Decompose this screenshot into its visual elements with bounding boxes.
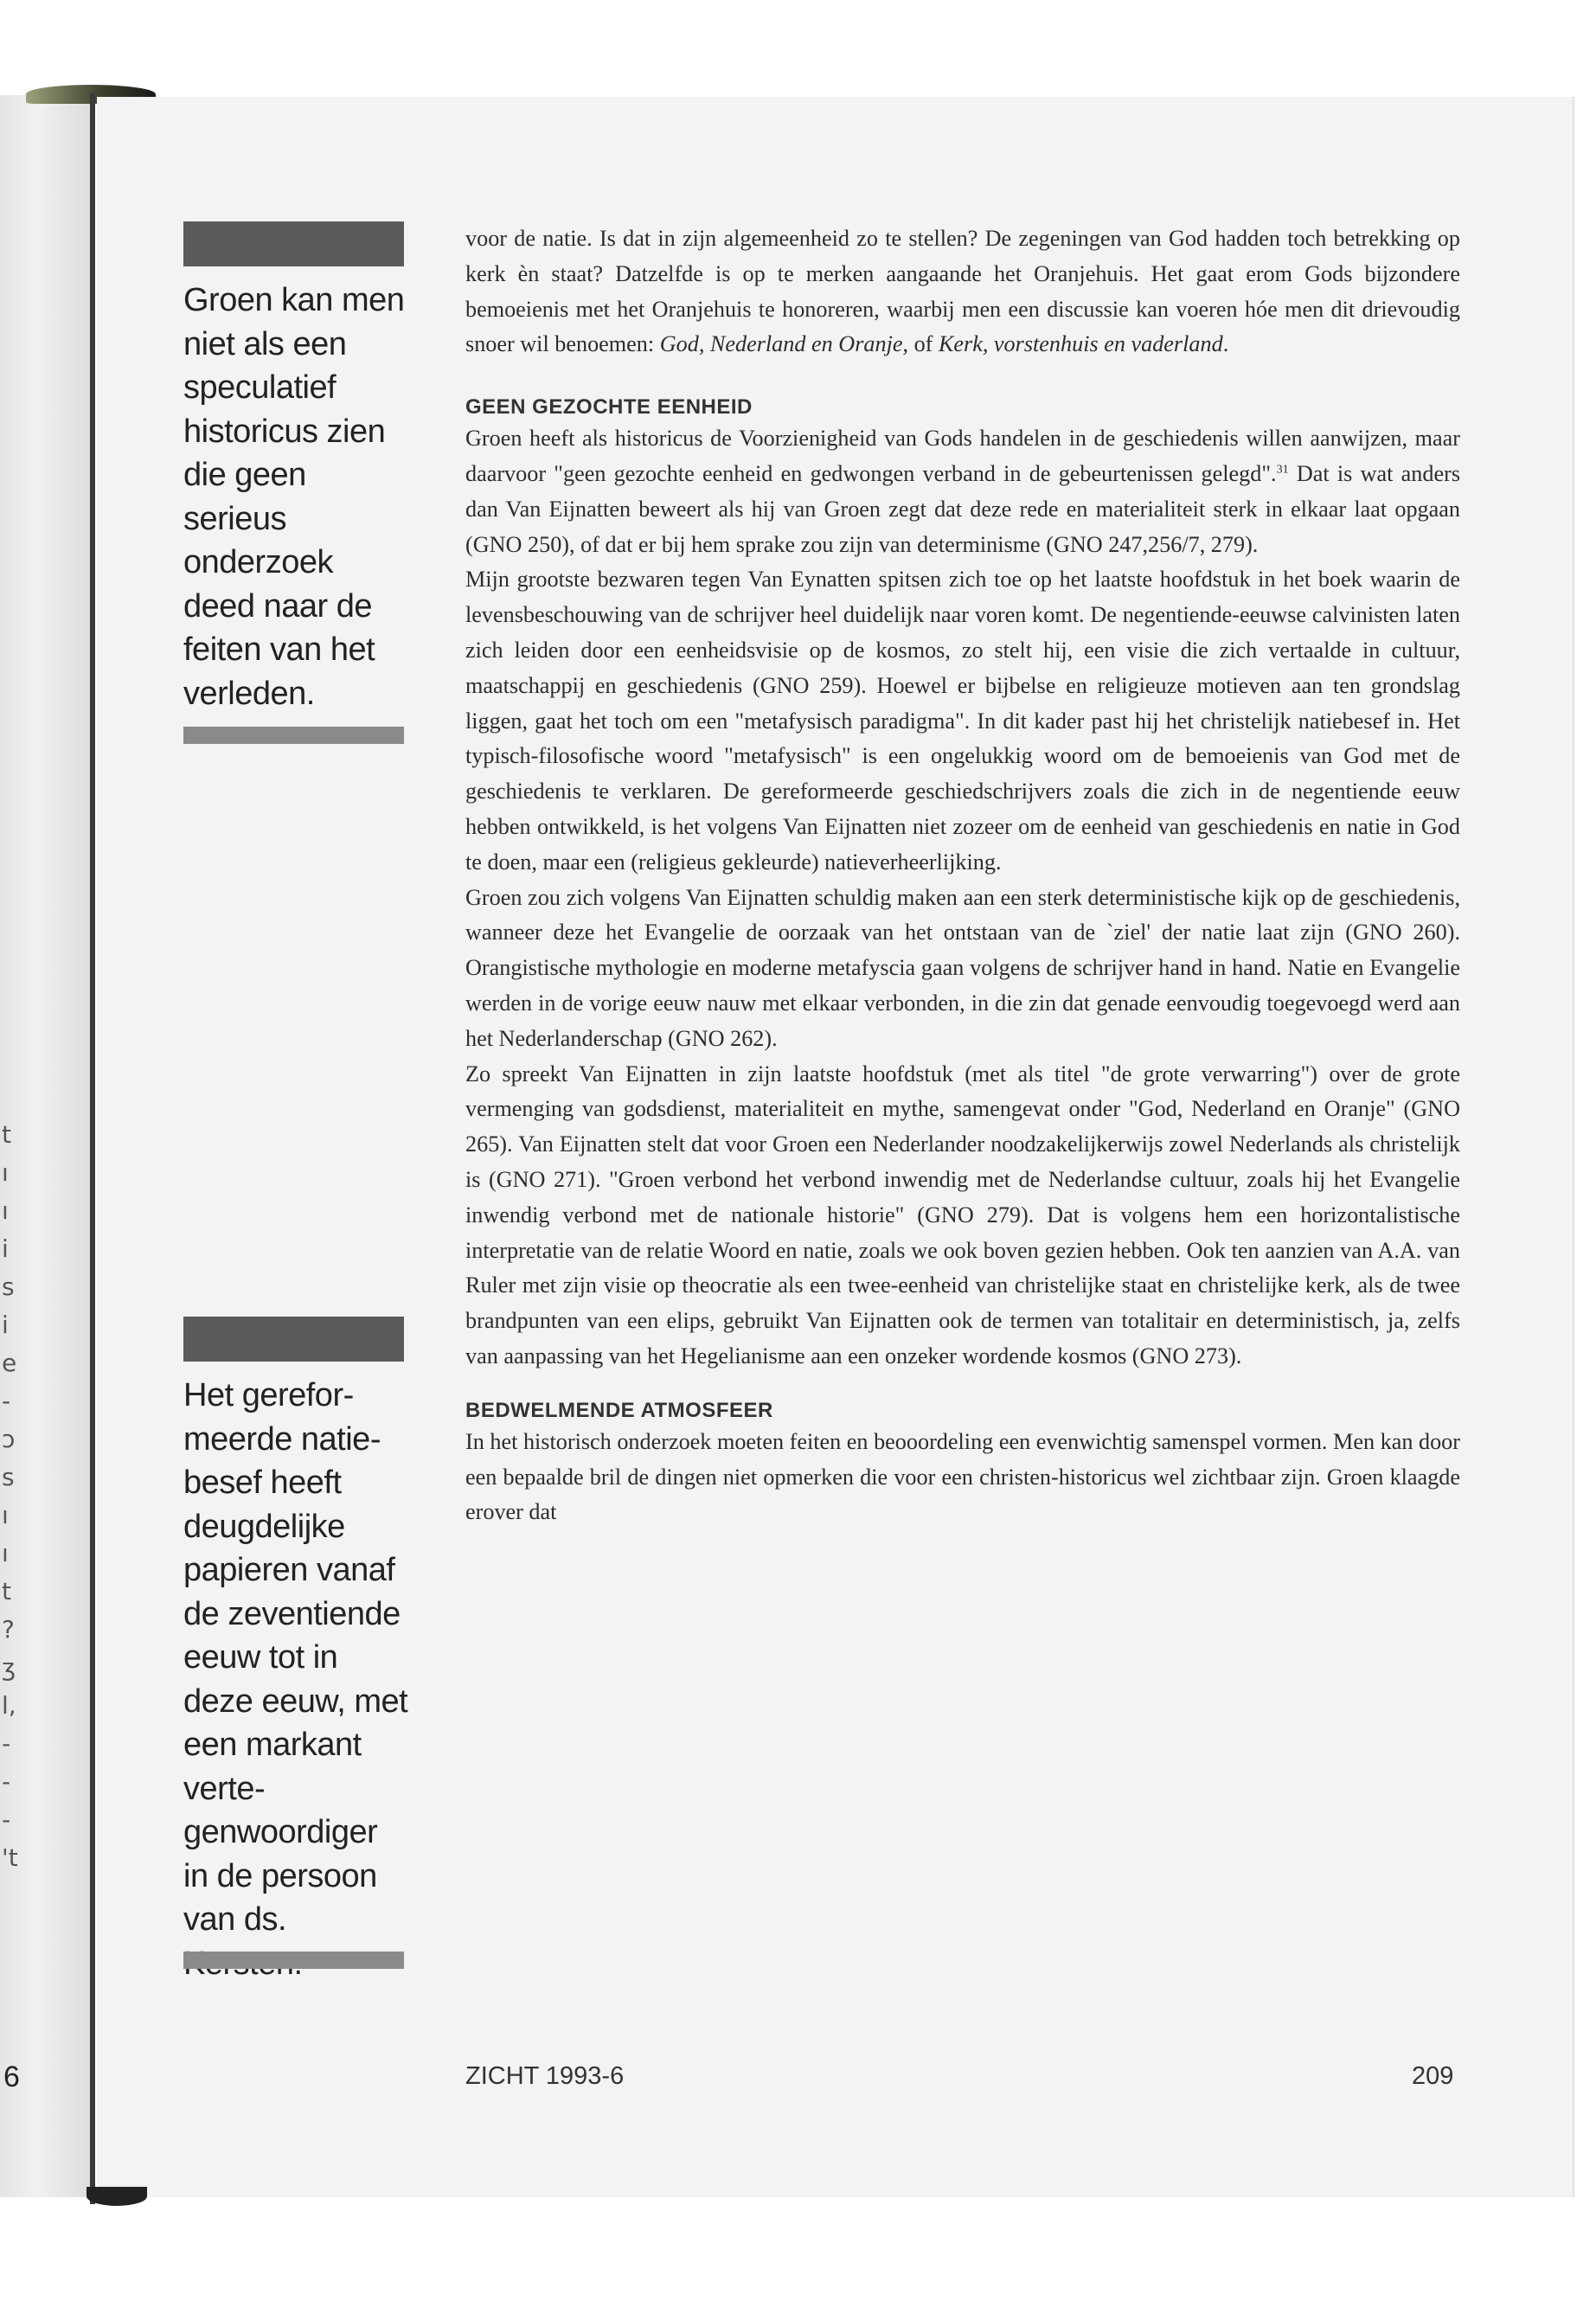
paragraph-2: Mijn grootste bezwaren tegen Van Eynatten spitsen zich toe op het laatste hoofdstuk in het boek waarin de levensbeschouwing van de schrijver heel duidelijk naar voren komt. De negentiende-eeuwse calvinisten laten zich leiden door een eenheidsvisie op de kosmos, zo stelt hij, een visie die zich vertaalde in cultuur, maatschappij en geschiedenis (GNO 259). Hoewel er bijbelse en religieuze motieven aan ten grondslag liggen, gaat het toch om een "metafysisch paradigma". In dit kader past hij het christelijk natiebesef in. Het typisch-filosofische woord "metafysisch" is een ongelukkig woord om de bemoeienis van God met de geschiedenis te verklaren. De gereformeerde geschiedschrijvers zoals die zich in de negentiende eeuw hebben ontwikkeld, is het volgens Van Eijnatten niet zozeer om de eenheid van geschiedenis en natie in God te doen, maar een (religieus gekleurde) natieverheerlijking.	[465, 567, 1460, 875]
article-column	[465, 221, 1460, 1530]
edge-glyph: -	[2, 1729, 11, 1758]
text-run: voor de natie. Is dat in zijn algemeenheid zo te stellen? De zegeningen van God hadden toch betrekking op kerk èn staat? Datzelfde is op te merken aangaande het Oranjehuis. Het gaat erom Gods bijzondere bemoeienis met het Oranjehuis te honoreren, waarbij men een discussie kan voeren hóe men dit drievoudig snoer wil benoemen:	[465, 226, 1460, 357]
edge-glyph: t	[2, 1120, 11, 1149]
edge-glyph: ı	[2, 1196, 9, 1225]
pull-quote-2: Het gereformeerde natiebesef heeft deugdelijke papieren vanaf de zeventiende eeuw tot in deze eeuw, met een markant vertegenwoordiger in de persoon van ds.	[183, 1377, 408, 1938]
text-run: , of	[902, 331, 939, 357]
paragraph-4: Zo spreekt Van Eijnatten in zijn laatste hoofdstuk (met als titel "de grote verwarring") over de grote vermenging van godsdienst, materialiteit en mythe, samengevat onder "God, Nederland en Oranje" (GNO 265). Van Eijnatten stelt dat voor Groen een Nederlander noodzakelijkerwijs zowel Nederlands als christelijk is (GNO 271). "Groen verbond het verbond inwendig met de Nederlandse cultuur, zoals hij het Evangelie inwendig verbond met de nationale historie" (GNO 279). Dat is volgens hem een horizontalistische interpretatie van de relatie Woord en natie, zoals we ook boven gezien hebben. Ook ten aanzien van A.A. van Ruler met zijn visie op theocratie als een twee-eenheid van christelijke staat en christelijke kerk, als de twee brandpunten van een elips, gebruikt Van Eijnatten ook de termen van totalitair en deterministisch, ja, zelfs van aanpassing van het Hegelianisme aan een onzeker wordende kosmos (GNO 273).	[465, 1061, 1460, 1368]
binding-bottom-thread	[87, 2187, 147, 2206]
edge-glyph: s	[2, 1463, 15, 1491]
edge-glyph: s	[2, 1272, 15, 1301]
text-run: Groen heeft als historicus de Voorzienigheid van Gods handelen in de geschiedenis willen aanwijzen, maar daarvoor "geen gezochte eenheid en gedwongen verband in de gebeurtenissen gelegd".	[465, 426, 1460, 486]
edge-glyph: ʒ	[2, 1653, 16, 1682]
edge-glyph: ı	[2, 1158, 9, 1187]
paragraph-5: In het historisch onderzoek moeten feiten en beooordeling een evenwichtig samenspel vormen. Men kan door een bepaalde bril de dingen niet opmerken die voor een christen-historicus wel zichtbaar zijn. Groen klaagde erover dat	[465, 1428, 1460, 1525]
edge-glyph: i	[2, 1234, 9, 1263]
pull-quote-bottom-bar	[183, 1952, 404, 1969]
previous-page-number: 6	[3, 2061, 20, 2093]
text-run: Dat is wat anders dan Van Eijnatten beweert als hij van Groen zegt dat deze rede en materialiteit sterk in elkaar laat opgaan (GNO 250), of dat er bij hem sprake zou zijn van determinisme (GNO 247,256/7, 279).	[465, 460, 1461, 557]
edge-glyph: ?	[2, 1615, 15, 1644]
section-heading-2: BEDWELMENDE ATMOSFEER	[465, 1398, 773, 1422]
edge-glyph: t	[2, 1577, 11, 1606]
edge-glyph: -	[2, 1805, 11, 1834]
pull-quote-1: Groen kan men niet als een speculatief historicus zien die geen serieus onderzoek deed naar de feiten van het verleden.	[183, 282, 405, 712]
edge-glyph: -	[2, 1387, 11, 1415]
italic-run: Kerk, vorstenhuis en vaderland	[938, 331, 1223, 357]
book-binding	[90, 93, 95, 2204]
previous-page-text-fragments	[2, 1116, 19, 1877]
pull-quote-top-bar	[183, 1317, 404, 1362]
page-number: 209	[1412, 2062, 1454, 2090]
text-run: .	[1222, 331, 1229, 357]
paragraph-3: Groen zou zich volgens Van Eijnatten schuldig maken aan een sterk deterministische kijk op de geschiedenis, wanneer deze het Evangelie de oorzaak van het ontstaan van de `ziel' der natie laat zijn (GNO 260). Orangistische mythologie en moderne metafyscia gaan volgens de schrijver hand in hand. Natie en Evangelie werden in de vorige eeuw nauw met elkaar verbonden, in die zin dat genade eenvoudig toegevoegd werd aan het Nederlanderschap (GNO 262).	[465, 884, 1460, 1051]
footnote-marker: 31	[1276, 463, 1289, 477]
edge-glyph: l,	[2, 1691, 16, 1720]
edge-glyph: -	[2, 1767, 11, 1796]
edge-glyph: 't	[2, 1843, 18, 1872]
edge-glyph: ɔ	[2, 1425, 16, 1453]
edge-glyph: ı	[2, 1501, 9, 1529]
journal-name: ZICHT 1993-6	[465, 2062, 625, 2090]
edge-glyph: ı	[2, 1539, 9, 1567]
pull-quote-top-bar	[183, 221, 404, 266]
pull-quote-bottom-bar	[183, 727, 404, 744]
section-heading-1: GEEN GEZOCHTE EENHEID	[465, 395, 753, 420]
paragraph-intro	[465, 221, 1460, 362]
edge-glyph: i	[2, 1311, 9, 1339]
edge-glyph: e	[2, 1349, 17, 1377]
paragraph-1	[465, 421, 1460, 562]
italic-run: God, Nederland en Oranje	[659, 331, 903, 357]
